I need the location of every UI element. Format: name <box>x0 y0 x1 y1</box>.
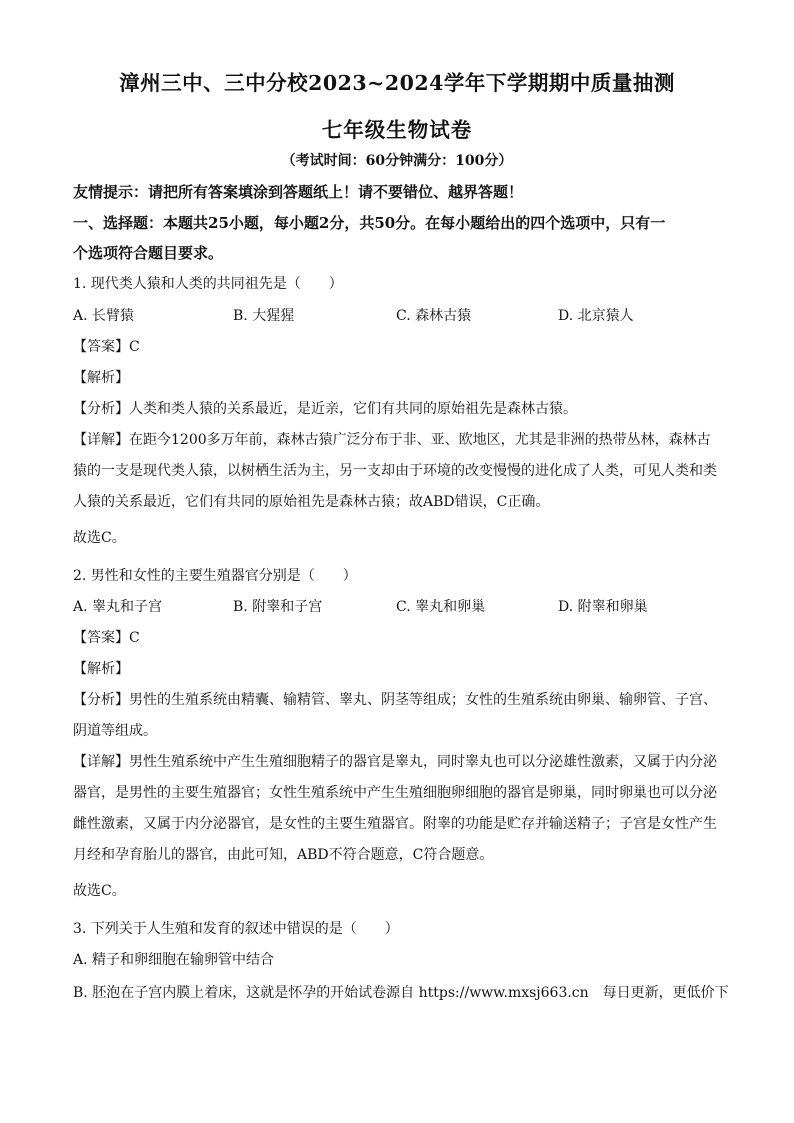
q3-option-b: B. 胚泡在子宫内膜上着床，这就是怀孕的开始试卷源自 https://www.mxsj663.cn 每日更新，更低价下 <box>73 985 729 1001</box>
q2-conclusion: 故选C。 <box>73 883 126 899</box>
q1-option-c: C. 森林古猿 <box>396 308 472 324</box>
q2-answer: 【答案】C <box>73 630 140 646</box>
q2-option-c: C. 睾丸和卵巢 <box>396 599 486 615</box>
q1-option-d: D. 北京猿人 <box>558 308 634 324</box>
q1-option-a: A. 长臂猿 <box>73 308 135 324</box>
q1-option-b: B. 大猩猩 <box>233 308 295 324</box>
q2-xiangjie-line3: 雌性激素，又属于内分泌器官，是女性的主要生殖器官。附睾的功能是贮存并输送精子；子宫是女性产生 <box>73 816 717 832</box>
q3-stem: 3. 下列关于人生殖和发育的叙述中错误的是（ ） <box>73 921 399 937</box>
q2-option-d: D. 附睾和卵巢 <box>558 599 648 615</box>
section-heading-line1: 一、选择题：本题共25小题，每小题2分，共50分。在每小题给出的四个选项中，只有一 <box>73 214 666 232</box>
q1-stem: 1. 现代类人猿和人类的共同祖先是（ ） <box>73 276 343 292</box>
q2-fenxi-line2: 阴道等组成。 <box>73 723 157 739</box>
q2-xiangjie-line2: 器官，是男性的主要生殖器官；女性生殖系统中产生生殖细胞卵细胞的器官是卵巢，同时卵巢也可以分泌 <box>73 785 717 801</box>
q1-xiangjie-line3: 人猿的关系最近，它们有共同的原始祖先是森林古猿；故ABD错误，C正确。 <box>73 494 550 510</box>
exam-info: （考试时间：60分钟满分：100分） <box>281 153 513 169</box>
q2-fenxi-line1: 【分析】男性的生殖系统由精囊、输精管、睾丸、阴茎等组成；女性的生殖系统由卵巢、输卵管、子宫、 <box>73 692 717 708</box>
q2-analysis-label: 【解析】 <box>73 661 129 677</box>
q1-analysis-label: 【解析】 <box>73 370 129 386</box>
q1-answer: 【答案】C <box>73 339 140 355</box>
q2-xiangjie-line1: 【详解】男性生殖系统中产生生殖细胞精子的器官是睾丸，同时睾丸也可以分泌雄性激素，又属于内分泌 <box>73 754 717 770</box>
section-heading-line2: 个选项符合题目要求。 <box>73 244 224 262</box>
friendly-tip: 友情提示：请把所有答案填涂到答题纸上！请不要错位、越界答题！ <box>73 183 524 201</box>
exam-title: 漳州三中、三中分校2023~2024学年下学期期中质量抽测 <box>119 71 675 95</box>
q1-xiangjie-line2: 猿的一支是现代类人猿，以树栖生活为主，另一支却由于环境的改变慢慢的进化成了人类，可见人类和类 <box>73 463 717 479</box>
q1-conclusion: 故选C。 <box>73 530 126 546</box>
q1-fenxi: 【分析】人类和类人猿的关系最近，是近亲，它们有共同的原始祖先是森林古猿。 <box>73 401 577 417</box>
q2-option-a: A. 睾丸和子宫 <box>73 599 163 615</box>
q1-xiangjie-line1: 【详解】在距今1200多万年前，森林古猿广泛分布于非、亚、欧地区，尤其是非洲的热带丛林，森林古 <box>73 432 711 448</box>
exam-subtitle: 七年级生物试卷 <box>321 118 473 142</box>
q3-option-a: A. 精子和卵细胞在输卵管中结合 <box>73 952 275 968</box>
q2-option-b: B. 附睾和子宫 <box>233 599 323 615</box>
q2-xiangjie-line4: 月经和孕育胎儿的器官，由此可知，ABD不符合题意，C符合题意。 <box>73 847 494 863</box>
q2-stem: 2. 男性和女性的主要生殖器官分别是（ ） <box>73 568 357 584</box>
